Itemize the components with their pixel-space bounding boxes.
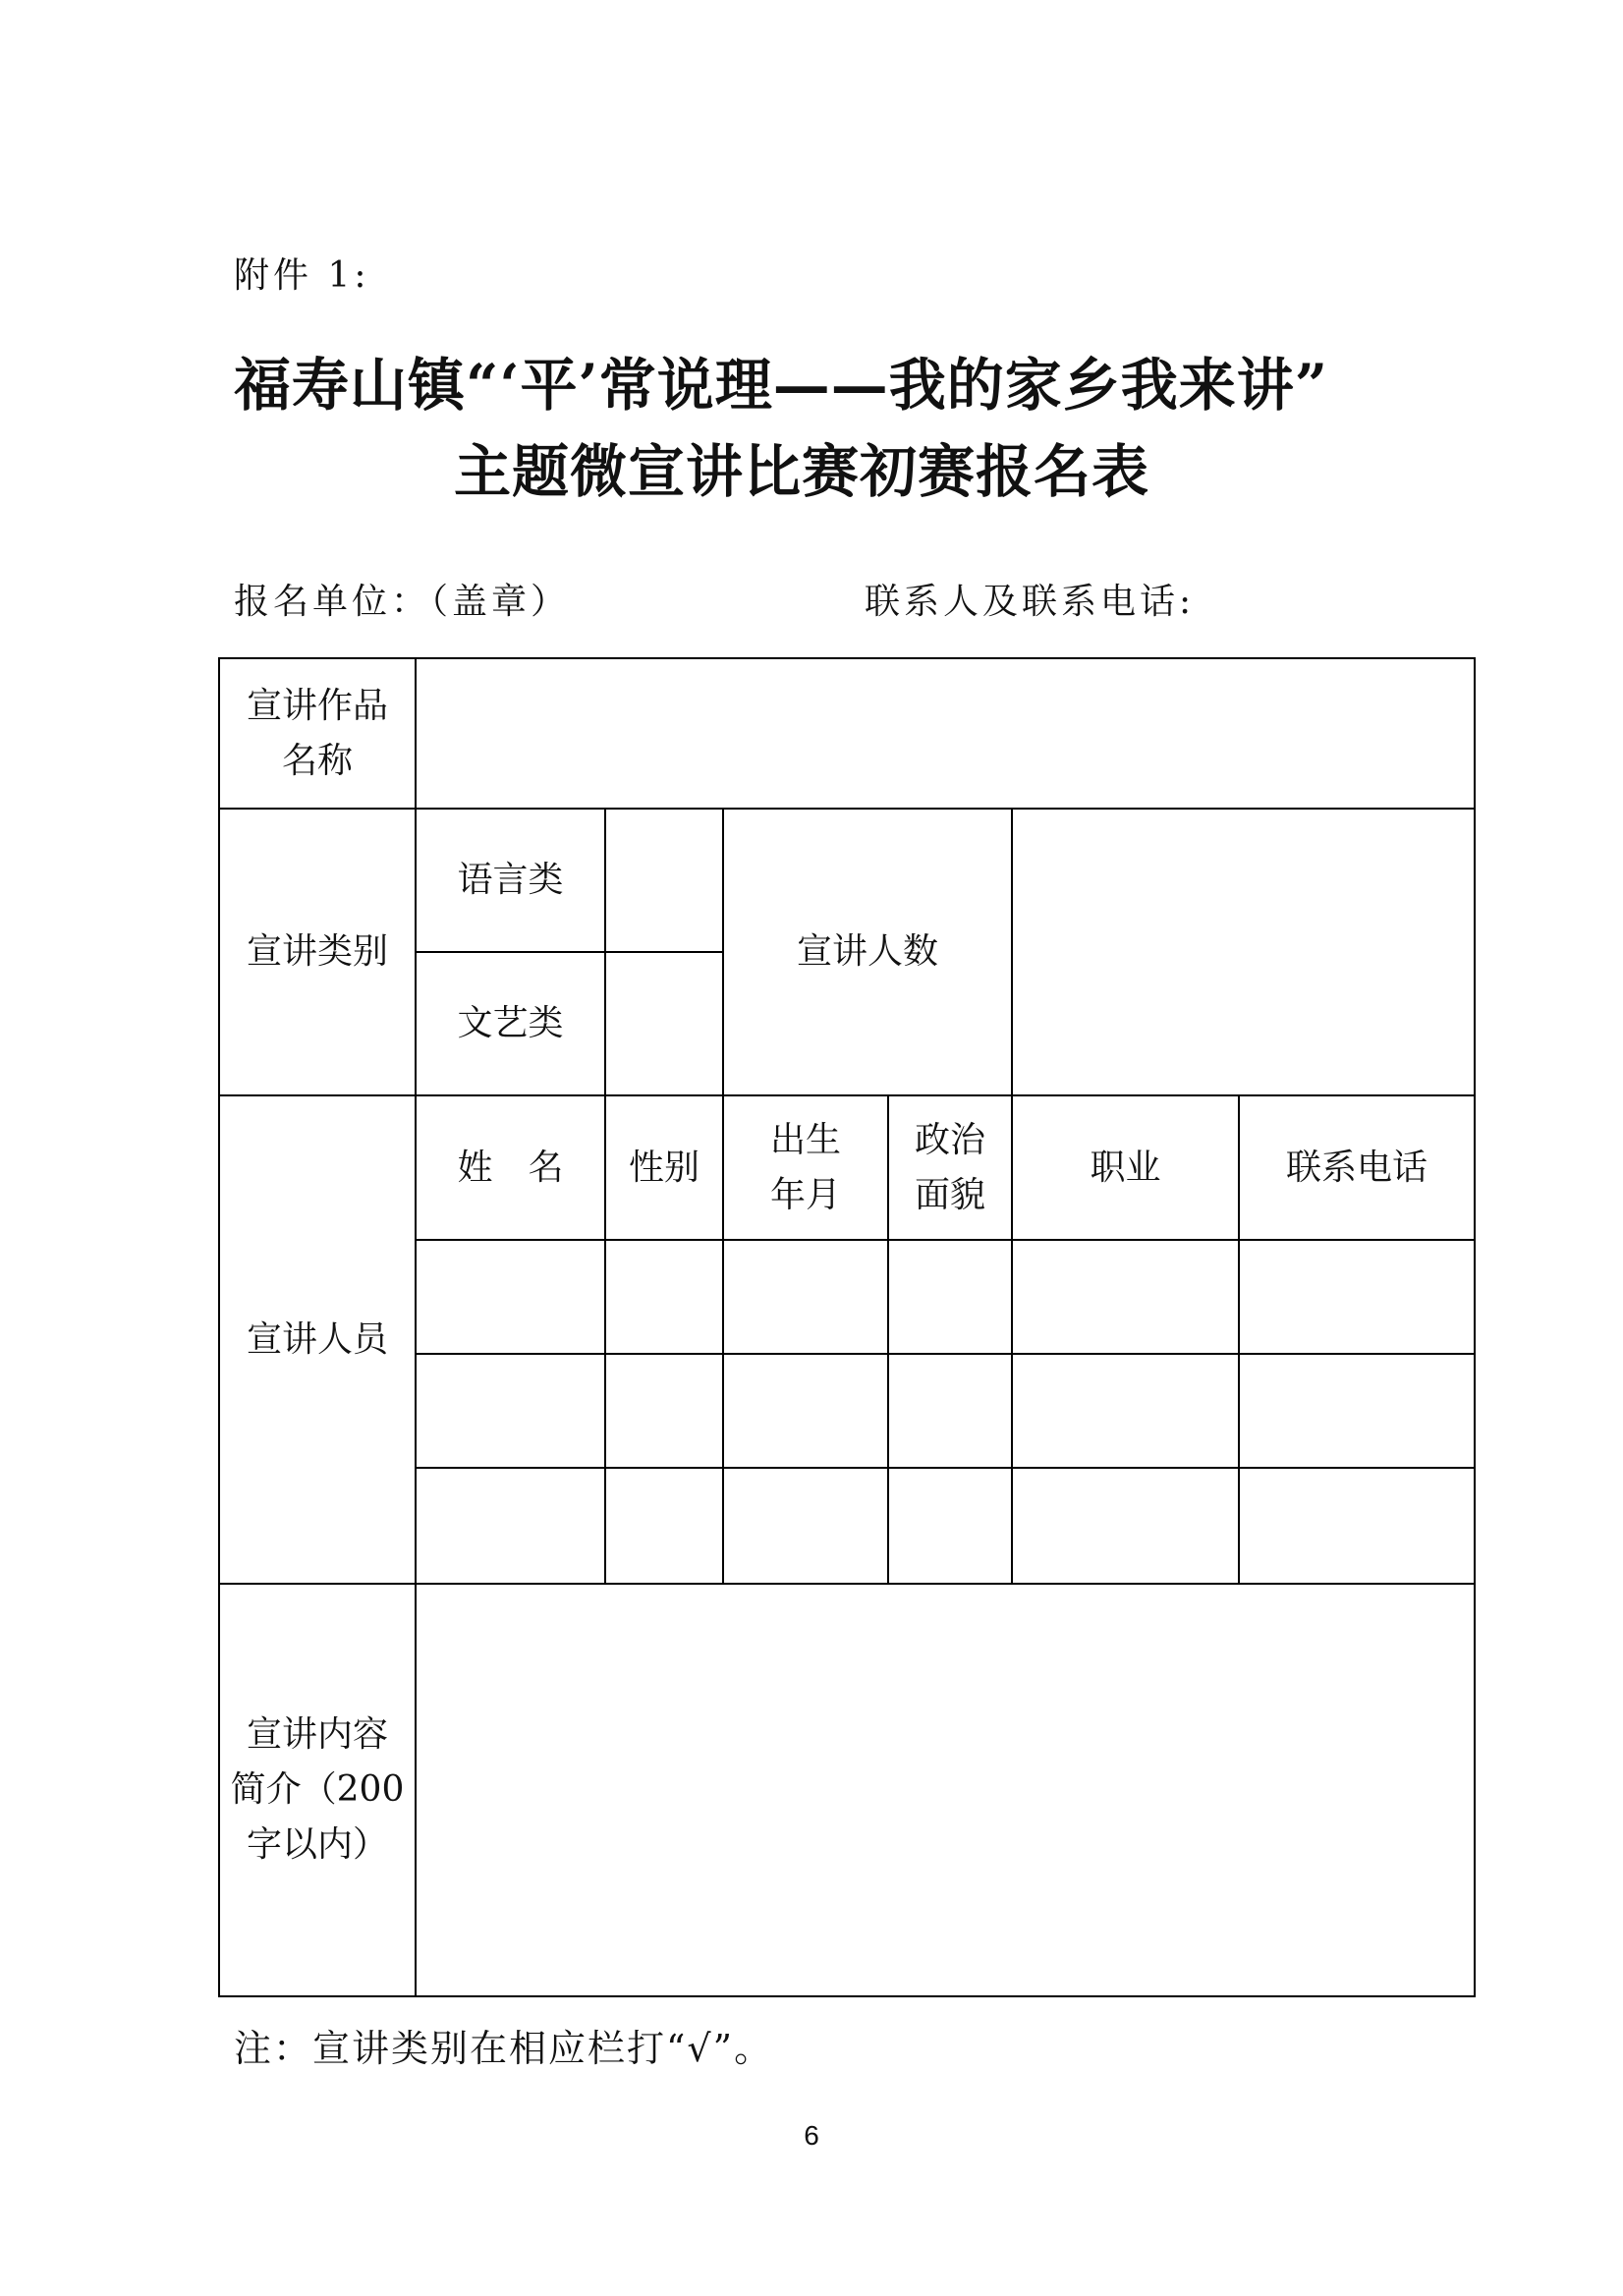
column-birth-month: 出生 年月 xyxy=(723,1095,888,1240)
summary-row xyxy=(219,1584,1475,1996)
category-check-arts[interactable] xyxy=(605,952,723,1095)
page-number: 6 xyxy=(804,2120,819,2151)
category-row-language xyxy=(219,809,1475,952)
speaker-phone-cell[interactable] xyxy=(1239,1240,1475,1354)
column-phone: 联系电话 xyxy=(1239,1095,1475,1240)
title-line-1: 福寿山镇“‘平’常说理——我的家乡我来讲” xyxy=(234,352,1329,419)
column-occupation: 职业 xyxy=(1012,1095,1239,1240)
summary-field[interactable] xyxy=(416,1584,1475,1996)
column-name: 姓 名 xyxy=(416,1095,605,1240)
speaker-phone-cell[interactable] xyxy=(1239,1468,1475,1584)
category-option-language: 语言类 xyxy=(416,809,605,952)
speaker-occupation-cell[interactable] xyxy=(1012,1240,1239,1354)
contact-person-label: 联系人及联系电话: xyxy=(865,582,1196,622)
summary-label: 宣讲内容 简介（200 字以内） xyxy=(219,1584,416,1996)
work-name-label: 宣讲作品 名称 xyxy=(219,658,416,809)
attachment-label: 附件 1: xyxy=(234,255,370,296)
speaker-birth-cell[interactable] xyxy=(723,1354,888,1468)
speaker-political-cell[interactable] xyxy=(888,1468,1012,1584)
work-name-row xyxy=(219,658,1475,809)
speaker-birth-cell[interactable] xyxy=(723,1468,888,1584)
speaker-birth-cell[interactable] xyxy=(723,1240,888,1354)
registration-unit-label: 报名单位：（盖章） xyxy=(234,582,571,622)
speaker-political-cell[interactable] xyxy=(888,1240,1012,1354)
speaker-occupation-cell[interactable] xyxy=(1012,1354,1239,1468)
column-political-status: 政治 面貌 xyxy=(888,1095,1012,1240)
speaker-gender-cell[interactable] xyxy=(605,1468,723,1584)
category-option-arts: 文艺类 xyxy=(416,952,605,1095)
speaker-name-cell[interactable] xyxy=(416,1468,605,1584)
category-label: 宣讲类别 xyxy=(219,809,416,1095)
work-name-field[interactable] xyxy=(416,658,1475,809)
category-note: 注：宣讲类别在相应栏打“√”。 xyxy=(234,2027,774,2070)
registration-form-table xyxy=(218,657,1476,1997)
category-check-language[interactable] xyxy=(605,809,723,952)
speaker-occupation-cell[interactable] xyxy=(1012,1468,1239,1584)
speaker-political-cell[interactable] xyxy=(888,1354,1012,1468)
speaker-gender-cell[interactable] xyxy=(605,1240,723,1354)
speaker-name-cell[interactable] xyxy=(416,1354,605,1468)
title-line-2: 主题微宣讲比赛初赛报名表 xyxy=(453,438,1149,505)
speaker-count-label: 宣讲人数 xyxy=(723,809,1012,1095)
speaker-name-cell[interactable] xyxy=(416,1240,605,1354)
speaker-count-field[interactable] xyxy=(1012,809,1475,1095)
speaker-gender-cell[interactable] xyxy=(605,1354,723,1468)
column-gender: 性别 xyxy=(605,1095,723,1240)
speaker-header-row xyxy=(219,1095,1475,1240)
speakers-label: 宣讲人员 xyxy=(219,1095,416,1584)
speaker-phone-cell[interactable] xyxy=(1239,1354,1475,1468)
